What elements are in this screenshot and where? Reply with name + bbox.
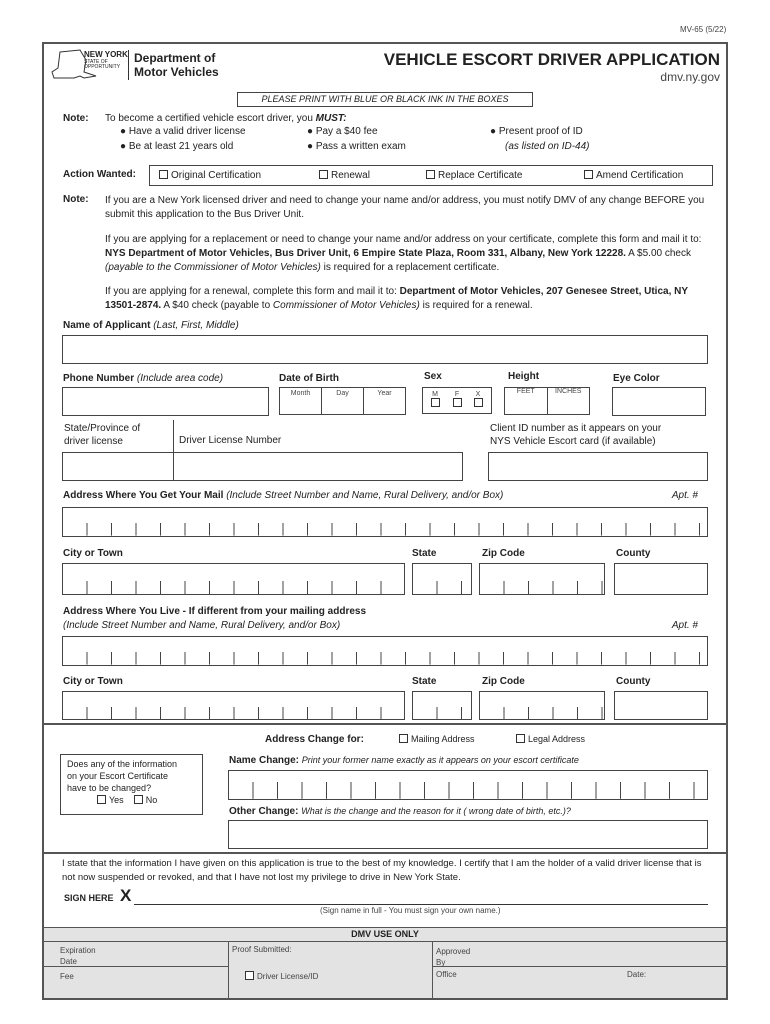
- form-element: [159, 170, 168, 179]
- other-change-input[interactable]: [228, 820, 708, 849]
- req-age: Be at least 21 years old: [128, 141, 234, 152]
- text-fields-city: City or Town: [63, 676, 123, 687]
- mail-county-input[interactable]: [614, 563, 708, 595]
- text-fields-dob-parts-1: Day: [336, 390, 349, 397]
- text-dmv-exp2: Date: [60, 957, 77, 966]
- live-address-input[interactable]: [62, 636, 708, 666]
- form-element: [42, 723, 728, 725]
- text-note2-p3e: is required for a renewal.: [419, 300, 533, 311]
- form-element: [60, 945, 96, 967]
- text-fields-live-hint: (Include Street Number and Name, Rural Delivery, and/or Box): [63, 620, 341, 631]
- text-note2-p2b: NYS Department of Motor Vehicles, Bus Driver Unit, 6 Empire State Plaza, Room 331, Albany, New York 12228.: [105, 248, 626, 259]
- form-element: [229, 755, 579, 766]
- certification-statement: I state that the information I have given on this application is true to the best of my knowledge. I certify that I am the holder of a valid driver license that is not now suspended or revoked, and that I have not lost my privilege to drive in New York State.: [62, 858, 702, 883]
- form-element: [453, 398, 462, 407]
- text-action-options-0: Original Certification: [171, 170, 262, 181]
- form-element: [319, 170, 328, 179]
- text-change-other-hint: What is the change and the reason for it ( wrong date of birth, etc.)?: [301, 806, 571, 816]
- sign-x: X: [120, 886, 132, 905]
- text-dmv-fee: Fee: [60, 972, 74, 981]
- text-fields-client-label1: Client ID number as it appears on your: [490, 423, 662, 434]
- text-fields-state-label2: driver license: [64, 436, 123, 447]
- signature-line[interactable]: [134, 904, 708, 905]
- text-fields-height-parts-0: FEET: [505, 388, 548, 414]
- text-fields-live-label: Address Where You Live - If different from your mailing address: [63, 606, 367, 617]
- form-element: ● Present proof of ID: [490, 126, 583, 137]
- mail-zip-input[interactable]: [479, 563, 605, 595]
- logo-tag1: STATE OF: [84, 59, 108, 65]
- license-input[interactable]: [62, 452, 463, 481]
- text-note2-p2e: is required for a replacement certificate.: [320, 262, 500, 273]
- text-change-other-label: Other Change:: [229, 806, 299, 817]
- form-element: [426, 170, 435, 179]
- form-element: [42, 852, 728, 854]
- client-id-label: [490, 422, 661, 448]
- live-city-input[interactable]: [62, 691, 405, 720]
- live-state-input[interactable]: [412, 691, 472, 720]
- text-fields-dob-parts-0: Month: [290, 390, 311, 397]
- req-license: Have a valid driver license: [128, 126, 246, 137]
- text-note2-p2a: If you are applying for a replacement or need to change your name and/or address on your certificate, complete this form and mail it to:: [105, 234, 702, 245]
- form-element: [63, 490, 503, 501]
- form-id: MV-65 (5/22): [680, 25, 727, 34]
- form-element: ● Pass a written exam: [307, 141, 406, 152]
- form-element: [364, 388, 405, 414]
- live-county-input[interactable]: [614, 691, 708, 720]
- text-fields-state: State: [412, 676, 437, 687]
- text-fields-client-label2: NYS Vehicle Escort card (if available): [490, 436, 656, 447]
- text-action-options-3: Amend Certification: [596, 170, 684, 181]
- text-fields-dob-parts-2: Year: [377, 390, 392, 397]
- text-fields-mail-label: Address Where You Get Your Mail: [63, 490, 224, 501]
- text-note1-intro: To become a certified vehicle escort driver, you: [105, 113, 316, 124]
- text-note2-p3c: A $40 check (payable to: [161, 300, 273, 311]
- text-fields-zip: Zip Code: [482, 676, 525, 687]
- text-dmv-date: Date:: [627, 970, 647, 979]
- text-fields-county: County: [616, 676, 651, 687]
- website: dmv.ny.gov: [660, 70, 720, 84]
- form-element: [432, 942, 433, 998]
- text-fields-zip: Zip Code: [482, 548, 525, 559]
- text-fields-name-hint: (Last, First, Middle): [153, 320, 239, 331]
- req-exam: Pass a written exam: [315, 141, 406, 152]
- logo-state: NEW YORK: [84, 50, 128, 59]
- logo-dept2: Motor Vehicles: [134, 65, 219, 79]
- text-dmv-proof-option: Driver License/ID: [257, 972, 319, 981]
- text-fields-height-parts-1: INCHES: [555, 388, 582, 395]
- form-element: [63, 320, 239, 331]
- note2-p2: [105, 233, 717, 275]
- text-dmv-office: Office: [436, 970, 457, 979]
- text-change-yes: Yes: [109, 795, 124, 805]
- note2-p1: If you are a New York licensed driver and need to change your name and/or address, you must notify DMV of any change BEFORE you submit this application to the Bus Driver Unit.: [105, 195, 705, 220]
- text-fields-apt: Apt. #: [671, 620, 698, 631]
- name-input[interactable]: [62, 335, 708, 364]
- form-element: [584, 170, 593, 179]
- form-element: ● Have a valid driver license: [120, 126, 246, 137]
- form-element: [516, 734, 525, 743]
- text-change-question-2: have to be changed?: [67, 783, 152, 793]
- form-element: [432, 966, 726, 967]
- page-title: VEHICLE ESCORT DRIVER APPLICATION: [383, 50, 720, 69]
- logo-dept1: Department of: [134, 51, 216, 65]
- height-input[interactable]: [504, 387, 590, 415]
- text-fields-sex-options-2: X: [475, 391, 481, 398]
- form-element: [474, 398, 483, 407]
- form-element: [228, 942, 229, 998]
- form-element: ● Be at least 21 years old: [120, 141, 234, 152]
- note-intro: [105, 113, 347, 124]
- form-element: [67, 794, 196, 806]
- live-zip-input[interactable]: [479, 691, 605, 720]
- text-note2-p3a: If you are applying for a renewal, complete this form and mail it to:: [105, 286, 400, 297]
- form-element: [128, 50, 129, 80]
- sex-m[interactable]: [430, 391, 440, 408]
- action-label: Action Wanted:: [63, 169, 136, 180]
- action-replace-checkbox[interactable]: [426, 170, 522, 181]
- form-element: [97, 795, 106, 804]
- form-element: [245, 971, 254, 980]
- form-element: ● Pay a $40 fee: [307, 126, 378, 137]
- form-element: [436, 946, 470, 968]
- license-label: Driver License Number: [179, 435, 282, 446]
- text-note2-p2c: A $5.00 check: [625, 248, 691, 259]
- text-fields-name-label: Name of Applicant: [63, 320, 151, 331]
- text-dmv-proof: Proof Submitted:: [232, 945, 292, 954]
- text-fields-state-label1: State/Province of: [64, 423, 141, 434]
- text-fields-mail-hint: (Include Street Number and Name, Rural Delivery, and/or Box): [226, 490, 504, 501]
- dob-label: Date of Birth: [279, 373, 339, 384]
- text-change-question-0: Does any of the information: [67, 759, 178, 769]
- text-note2-p3d: Commissioner of Motor Vehicles): [272, 300, 420, 311]
- text-change-no: No: [145, 795, 158, 805]
- text-change-name-label: Name Change:: [229, 755, 300, 766]
- text-note2-p3b: Department of Motor Vehicles, 207 Genesee Street, Utica, NY 13501-2874.: [105, 286, 688, 311]
- text-change-addr-options-1: Legal Address: [528, 734, 586, 744]
- state-label: [64, 422, 140, 448]
- ink-notice: PLEASE PRINT WITH BLUE OR BLACK INK IN THE BOXES: [237, 92, 533, 107]
- form-element: [322, 388, 364, 414]
- text-fields-county: County: [616, 548, 651, 559]
- mailing-address-checkbox[interactable]: [399, 734, 475, 744]
- text-note1-must: MUST:: [315, 113, 347, 124]
- former-name-input[interactable]: [228, 770, 708, 800]
- text-change-question-1: on your Escort Certificate: [67, 771, 169, 781]
- text-note2-p2d: (payable to the Commissioner of Motor Vehicles): [105, 262, 321, 273]
- text-fields-state: State: [412, 548, 437, 559]
- sign-caption: (Sign name in full - You must sign your own name.): [320, 906, 501, 915]
- req-fee: Pay a $40 fee: [315, 126, 378, 137]
- mail-state-input[interactable]: [412, 563, 472, 595]
- text-fields-phone-hint: (Include area code): [136, 373, 224, 384]
- action-amend-checkbox[interactable]: [584, 170, 683, 181]
- action-renewal-checkbox[interactable]: [319, 170, 370, 181]
- note-label: Note:: [63, 113, 89, 124]
- text-fields-phone-label: Phone Number: [63, 373, 135, 384]
- legal-address-checkbox[interactable]: [516, 734, 585, 744]
- change-question-box: [60, 754, 203, 815]
- height-label: Height: [508, 371, 540, 382]
- proof-license-checkbox[interactable]: [245, 971, 318, 981]
- no-checkbox[interactable]: [134, 795, 158, 805]
- text-dmv-appr1: Approved: [436, 947, 471, 956]
- sex-x[interactable]: [473, 391, 483, 408]
- addr-change-label: Address Change for:: [265, 734, 364, 745]
- text-fields-sex-options-1: F: [454, 391, 460, 398]
- form-element: [431, 398, 440, 407]
- note2-p3: [105, 285, 717, 313]
- phone-input[interactable]: [62, 387, 269, 416]
- sex-label: Sex: [424, 371, 442, 382]
- mail-city-input[interactable]: [62, 563, 405, 595]
- client-id-input[interactable]: [488, 452, 708, 481]
- form-element: [63, 373, 223, 384]
- apt-label: Apt. #: [671, 490, 698, 501]
- text-action-options-1: Renewal: [331, 170, 370, 181]
- form-element: [134, 795, 143, 804]
- form-element: [173, 452, 174, 481]
- text-dmv-appr2: By: [436, 958, 446, 967]
- dmv-use-only-header: DMV USE ONLY: [44, 927, 726, 942]
- text-change-addr-options-0: Mailing Address: [411, 734, 475, 744]
- yes-checkbox[interactable]: [97, 795, 124, 805]
- mail-address-input[interactable]: [62, 507, 708, 537]
- text-action-options-2: Replace Certificate: [438, 170, 523, 181]
- dmv-use-area: [44, 942, 726, 998]
- note2-label: Note:: [63, 194, 89, 205]
- form-element: [399, 734, 408, 743]
- text-dmv-exp1: Expiration: [60, 946, 96, 955]
- eye-color-input[interactable]: [612, 387, 706, 416]
- text-fields-city: City or Town: [63, 548, 123, 559]
- req-id: Present proof of ID: [498, 126, 583, 137]
- dob-input[interactable]: [279, 387, 406, 415]
- action-original-checkbox[interactable]: [159, 170, 261, 181]
- text-change-name-hint: Print your former name exactly as it appears on your escort certificate: [301, 755, 579, 765]
- text-fields-sex-options-0: M: [432, 391, 438, 398]
- logo-tag2: OPPORTUNITY: [84, 64, 121, 70]
- req-id-ref: (as listed on ID-44): [505, 141, 590, 152]
- form-element: [229, 806, 571, 817]
- eye-label: Eye Color: [613, 373, 660, 384]
- form-element: [280, 388, 322, 414]
- sign-label: SIGN HERE: [64, 893, 114, 903]
- sex-f[interactable]: [452, 391, 462, 408]
